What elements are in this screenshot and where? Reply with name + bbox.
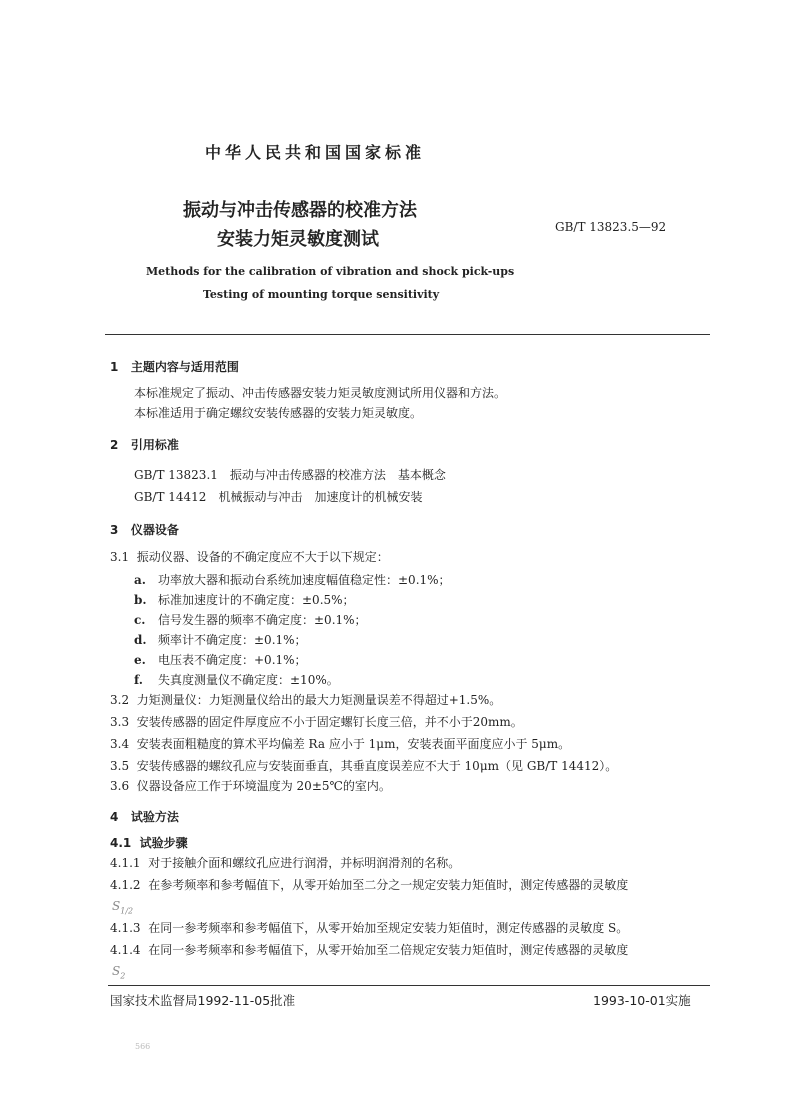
requirement-item: a. 功率放大器和振动台系统加速度幅值稳定性：±0.1%；	[134, 573, 451, 587]
english-title-line1: Methods for the calibration of vibration and shock pick-ups	[146, 265, 515, 278]
clause-3-3: 3.3 安装传感器的固定件厚度应不小于固定螺钉长度三倍，并不小于20mm。	[110, 715, 523, 729]
title-line2: 安装力矩灵敏度测试	[217, 229, 379, 250]
clause-3-2: 3.2 力矩测量仪：力矩测量仪给出的最大力矩测量误差不得超过+1.5%。	[110, 693, 502, 707]
section-1-heading	[110, 360, 239, 374]
section-2-heading	[110, 438, 179, 452]
paragraph: 本标准适用于确定螺纹安装传感器的安装力矩灵敏度。	[134, 406, 423, 420]
section-title: 主题内容与适用范围	[130, 360, 239, 374]
title-line1: 振动与冲击传感器的校准方法	[183, 200, 417, 221]
paragraph: 本标准规定了振动、冲击传感器安装力矩灵敏度测试所用仪器和方法。	[134, 386, 507, 400]
symbol-s-2: $S_2$	[112, 964, 126, 981]
footer-rule	[108, 985, 710, 986]
subsection-4-1-heading: 4.1 试验步骤	[110, 836, 188, 850]
section-4-heading	[110, 810, 179, 824]
clause-3-1: 3.1 振动仪器、设备的不确定度应不大于以下规定：	[110, 550, 389, 564]
section-3-heading	[110, 523, 179, 537]
clause-4-1-3: 4.1.3 在同一参考频率和参考幅值下，从零开始加至规定安装力矩值时，测定传感器的灵敏度 S。	[110, 921, 629, 935]
requirement-item: f. 失真度测量仪不确定度：±10%。	[134, 673, 339, 687]
clause-3-4: 3.4 安装表面粗糙度的算术平均偏差 Ra 应小于 1μm，安装表面平面度应小于 5μm。	[110, 737, 571, 751]
effective-date: 1993-10-01实施	[593, 993, 691, 1008]
section-title: 引用标准	[130, 438, 179, 452]
section-number: 3	[110, 523, 119, 537]
reference-item: GB/T 14412 机械振动与冲击 加速度计的机械安装	[134, 490, 423, 504]
section-title: 试验方法	[130, 810, 179, 824]
page-number: 566	[135, 1042, 151, 1051]
clause-3-6: 3.6 仪器设备应工作于环境温度为 20±5℃的室内。	[110, 779, 391, 793]
section-number: 4	[110, 810, 119, 824]
section-number: 2	[110, 438, 119, 452]
reference-item: GB/T 13823.1 振动与冲击传感器的校准方法 基本概念	[134, 468, 446, 482]
clause-4-1-2: 4.1.2 在参考频率和参考幅值下，从零开始加至二分之一规定安装力矩值时，测定传感器的灵敏度	[110, 878, 629, 892]
standard-code: GB/T 13823.5—92	[555, 220, 667, 234]
requirement-item: c. 信号发生器的频率不确定度：±0.1%；	[134, 613, 367, 627]
clause-3-5: 3.5 安装传感器的螺纹孔应与安装面垂直，其垂直度误差应不大于 10μm（见 GB/T 14412）。	[110, 759, 618, 773]
requirement-item: b. 标准加速度计的不确定度：±0.5%；	[134, 593, 355, 607]
section-title: 仪器设备	[130, 523, 179, 537]
requirement-item: d. 频率计不确定度：±0.1%；	[134, 633, 307, 647]
requirement-item: e. 电压表不确定度：+0.1%；	[134, 653, 307, 667]
header-rule	[105, 334, 710, 335]
english-title-line2: Testing of mounting torque sensitivity	[203, 288, 440, 301]
clause-4-1-1: 4.1.1 对于接触介面和螺纹孔应进行润滑，并标明润滑剂的名称。	[110, 856, 461, 870]
section-number: 1	[110, 360, 119, 374]
approval-date: 国家技术监督局1992-11-05批准	[110, 993, 296, 1008]
clause-4-1-4: 4.1.4 在同一参考频率和参考幅值下，从零开始加至二倍规定安装力矩值时，测定传感器的灵敏度	[110, 943, 629, 957]
symbol-s-half: $S_{1/2}$	[112, 899, 134, 916]
national-standard-heading: 中华人民共和国国家标准	[205, 143, 426, 162]
